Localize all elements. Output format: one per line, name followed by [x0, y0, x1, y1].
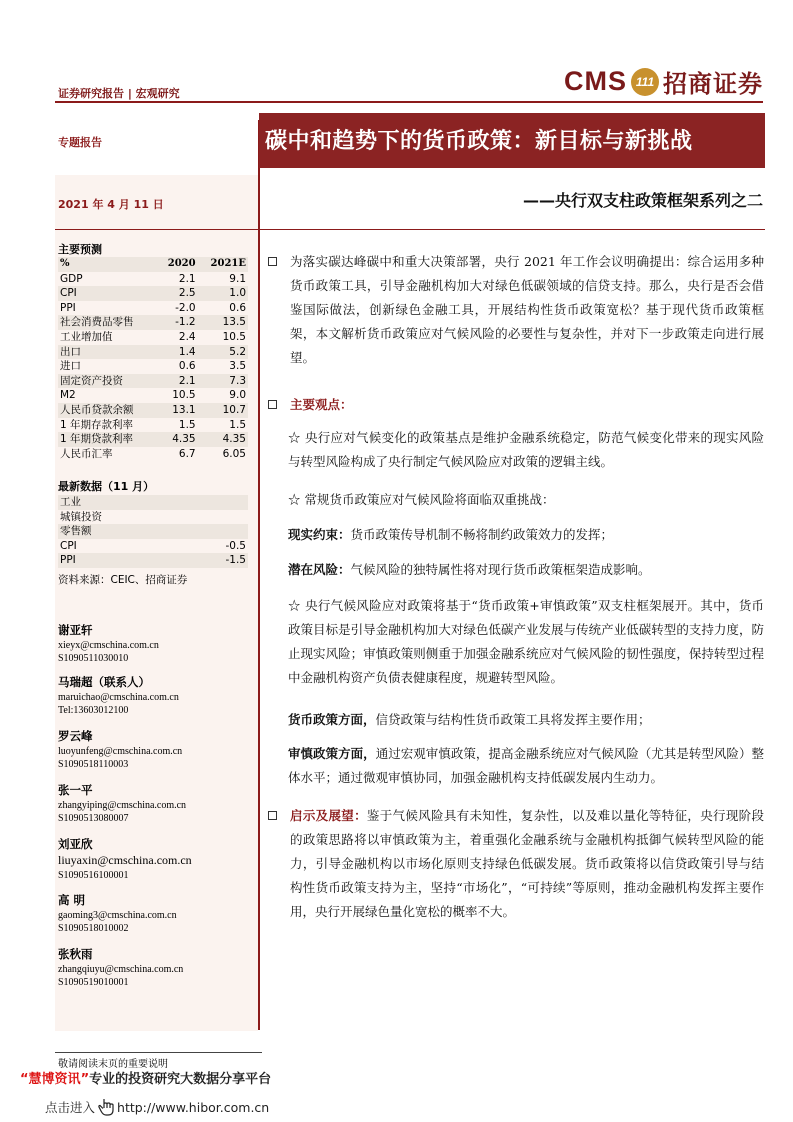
column-divider: [258, 120, 260, 1030]
table-row: [58, 418, 248, 433]
table-row: [58, 524, 248, 539]
data-source: 资料来源：CEIC、招商证券: [58, 574, 188, 586]
analyst-email[interactable]: gaoming3@cmschina.com.cn: [58, 910, 177, 921]
analyst-email[interactable]: maruichao@cmschina.com.cn: [58, 692, 179, 703]
point-6: [288, 708, 764, 732]
outlook-label: 启示及展望：: [290, 808, 367, 823]
row-label: 人民币汇率: [60, 447, 113, 460]
brand-quote-close: ”: [80, 1072, 90, 1087]
row-label: 人民币贷款余额: [58, 403, 157, 418]
table-row: [58, 330, 248, 345]
analyst-email[interactable]: xieyx@cmschina.com.cn: [58, 640, 159, 651]
point-7-text: 通过宏观审慎政策，提高金融系统应对气候风险（尤其是转型风险）整体水平；通过微观审慎协同，加强金融机构支持低碳发展内生动力。: [288, 746, 764, 785]
table-row: [58, 403, 248, 418]
point-4-text: 气候风险的独特属性将对现行货币政策框架造成影响。: [350, 562, 651, 577]
table-row: [58, 301, 248, 316]
row-label: PPI: [58, 553, 182, 568]
point-3-text: 货币政策传导机制不畅将制约政策效力的发挥；: [350, 527, 614, 542]
cell-2020: 2.1: [178, 272, 196, 285]
cell-2021: 13.5: [198, 315, 248, 330]
cell-2020: 1.4: [157, 345, 198, 360]
cell-2021: 1.0: [198, 286, 248, 301]
cell-2020: 2.4: [178, 330, 196, 343]
date-divider: [55, 229, 259, 230]
point-6-label: 货币政策方面，: [288, 712, 376, 727]
row-label: CPI: [58, 286, 157, 301]
analyst-name: 刘亚欣: [58, 837, 93, 851]
views-heading: [268, 393, 764, 417]
report-date: 2021 年 4 月 11 日: [58, 198, 164, 211]
analyst-id: S1090519010001: [58, 977, 129, 988]
table-row: [58, 374, 248, 389]
point-1: ☆ 央行应对气候变化的政策基点是维护金融系统稳定，防范气候变化带来的现实风险与转型风险构成了央行制定气候风险应对政策的逻辑主线。: [288, 430, 764, 469]
cell-2021: 9.1: [229, 272, 246, 285]
footer-divider: [55, 1052, 262, 1053]
pointer-hand-icon: [98, 1098, 114, 1116]
analyst-card: [58, 892, 177, 934]
row-label: 固定资产投资: [58, 374, 157, 389]
analyst-email[interactable]: liuyaxin@cmschina.com.cn: [58, 853, 192, 867]
cell-2021: 3.5: [229, 360, 246, 373]
forecast-title: 主要预测: [58, 243, 102, 256]
outlook-body: 鉴于气候风险具有未知性，复杂性，以及难以量化等特征，央行现阶段的政策思路将以审慎政策为主，着重强化金融系统与金融机构抵御气候转型风险的能力，引导金融机构以市场化原则支持绿色低碳发展。货币政策将以信贷政策引导与结构性货币政策支持为主，坚持“市场化”，“可持续”等原则，推动金融机构发挥主要作用，央行开展绿色量化宽松的概率不大。: [290, 808, 764, 919]
page-title: 碳中和趋势下的货币政策：新目标与新挑战: [265, 129, 693, 154]
table-row: [58, 272, 248, 287]
cell-2021: 1.5: [229, 418, 246, 431]
report-category: 证券研究报告 | 宏观研究: [58, 87, 180, 100]
row-label: M2: [60, 389, 76, 402]
table-row: [58, 345, 248, 360]
logo-cms-text: CMS: [564, 66, 627, 96]
header-divider: [55, 101, 763, 103]
report-type: 专题报告: [58, 136, 102, 149]
point-5: ☆ 央行气候风险应对政策将基于“货币政策+审慎政策”双支柱框架展开。其中，货币政策目标是引导金融机构加大对绿色低碳产业发展与传统产业低碳转型的支持力度，防止现实风险；审慎政策则侧重于加强金融系统应对气候风险的韧性强度，保持转型过程中金融机构资产负债表健康程度，规避转型风险。: [288, 598, 764, 685]
table-row: [58, 388, 248, 403]
forecast-table: [58, 257, 248, 461]
square-bullet-icon: [268, 811, 277, 820]
views-label: 主要观点：: [290, 397, 353, 412]
cms-logo: [564, 64, 763, 99]
row-value: [182, 510, 248, 525]
cell-2021: 10.5: [222, 330, 246, 343]
table-row: [58, 447, 248, 462]
table-header-row: [58, 257, 248, 272]
cell-2021: 0.6: [229, 301, 246, 314]
table-row: [58, 553, 248, 568]
square-bullet-icon: [268, 400, 277, 409]
analyst-name: 马瑞超（联系人）: [58, 675, 150, 689]
analyst-id: S1090511030010: [58, 653, 129, 664]
cell-2020: 0.6: [178, 360, 196, 373]
point-7: [288, 742, 764, 790]
analyst-name: 张一平: [58, 783, 93, 797]
table-header-cell: 2021E: [198, 257, 248, 272]
table-row: [58, 539, 248, 554]
row-value: [182, 524, 248, 539]
row-label: 1 年期存款利率: [60, 418, 134, 431]
analyst-email[interactable]: zhangyiping@cmschina.com.cn: [58, 800, 187, 811]
cell-2021: 5.2: [198, 345, 248, 360]
row-label: PPI: [60, 301, 76, 314]
analyst-name: 张秋雨: [58, 947, 93, 961]
table-row: [58, 359, 248, 374]
point-2: ☆ 常规货币政策应对气候风险将面临双重挑战：: [288, 492, 555, 507]
brand-text: 专业的投资研究大数据分享平台: [89, 1072, 272, 1087]
cell-2021: 4.35: [198, 432, 248, 447]
row-label: 进口: [60, 360, 81, 373]
analyst-id: S1090518110003: [58, 759, 129, 770]
analyst-card: [58, 946, 183, 988]
analyst-email[interactable]: luoyunfeng@cmschina.com.cn: [58, 746, 183, 757]
link-url[interactable]: http://www.hibor.com.cn: [117, 1099, 270, 1115]
point-3-label: 现实约束：: [288, 527, 351, 542]
table-header-cell: 2020: [157, 257, 198, 272]
row-value: -0.5: [225, 539, 246, 552]
analyst-card: [58, 622, 159, 664]
cell-2020: 13.1: [157, 403, 198, 418]
table-header-cell: %: [58, 257, 157, 272]
row-value: [182, 495, 248, 510]
row-label: 社会消费品零售: [58, 315, 157, 330]
logo-badge-icon: 111: [631, 68, 659, 96]
logo-cn-text: 招商证券: [663, 70, 763, 98]
table-row: [58, 495, 248, 510]
cell-2020: 4.35: [157, 432, 198, 447]
row-label: 1 年期贷款利率: [58, 432, 157, 447]
point-7-label: 审慎政策方面，: [288, 746, 376, 761]
point-6-text: 信贷政策与结构性货币政策工具将发挥主要作用；: [375, 712, 651, 727]
cell-2020: 2.1: [157, 374, 198, 389]
footer-link[interactable]: [45, 1098, 269, 1116]
subtitle-divider: [259, 229, 765, 230]
intro-text: 为落实碳达峰碳中和重大决策部署，央行 2021 年工作会议明确提出：综合运用多种货币政策工具，引导金融机构加大对绿色低碳领域的信贷支持。那么，央行是否会借鉴国际做法，创新绿色金融工具，开展结构性货币政策宽松？基于现代货币政策框架，本文解析货币政策应对气候风险的必要性与复杂性，并对下一步政策走向进行展望。: [290, 254, 764, 365]
analyst-card: [58, 728, 182, 770]
point-3: [288, 523, 764, 547]
analyst-card: [58, 782, 186, 824]
analyst-name: 谢亚轩: [58, 623, 93, 637]
cell-2021: 10.7: [198, 403, 248, 418]
analyst-id: S1090518010002: [58, 923, 129, 934]
table-row: [58, 286, 248, 301]
footer-brand: [20, 1068, 271, 1087]
cell-2020: 10.5: [172, 389, 196, 402]
footer-note: 敬请阅读末页的重要说明: [58, 1059, 168, 1070]
latest-data-title: 最新数据（11 月）: [58, 480, 155, 493]
point-4: [288, 558, 764, 582]
cell-2021: 7.3: [198, 374, 248, 389]
row-value: -1.5: [182, 553, 248, 568]
square-bullet-icon: [268, 257, 277, 266]
outlook-section: [268, 804, 764, 924]
analyst-card: [58, 836, 192, 881]
row-label: 零售额: [58, 524, 182, 539]
cell-2020: 6.7: [178, 447, 196, 460]
page-subtitle: ——央行双支柱政策框架系列之二: [522, 191, 763, 210]
brand-quote-open: “: [20, 1072, 29, 1087]
row-label: 工业: [58, 495, 182, 510]
row-label: GDP: [60, 272, 83, 285]
analyst-id: Tel:13603012100: [58, 705, 129, 716]
cell-2020: -2.0: [175, 301, 196, 314]
cell-2021: 9.0: [229, 389, 246, 402]
table-row: [58, 315, 248, 330]
analyst-id: S1090516100001: [58, 870, 129, 881]
row-label: 工业增加值: [60, 330, 113, 343]
row-label: 出口: [58, 345, 157, 360]
cell-2021: 6.05: [222, 447, 246, 460]
link-prefix: 点击进入: [45, 1100, 96, 1115]
analyst-card: [58, 674, 179, 716]
latest-data-table: [58, 495, 248, 568]
table-row: [58, 510, 248, 525]
cell-2020: 2.5: [157, 286, 198, 301]
row-label: 城镇投资: [60, 510, 102, 523]
analyst-id: S1090513080007: [58, 813, 129, 824]
intro-section: [268, 250, 764, 370]
point-4-label: 潜在风险：: [288, 562, 351, 577]
row-label: CPI: [60, 539, 77, 552]
cell-2020: 1.5: [178, 418, 196, 431]
cell-2020: -1.2: [157, 315, 198, 330]
analyst-email[interactable]: zhangqiuyu@cmschina.com.cn: [58, 964, 184, 975]
brand-name: 慧博资讯: [28, 1072, 81, 1087]
table-row: [58, 432, 248, 447]
analyst-name: 高 明: [58, 893, 86, 907]
analyst-name: 罗云峰: [58, 729, 93, 743]
outlook-text: [290, 804, 764, 924]
